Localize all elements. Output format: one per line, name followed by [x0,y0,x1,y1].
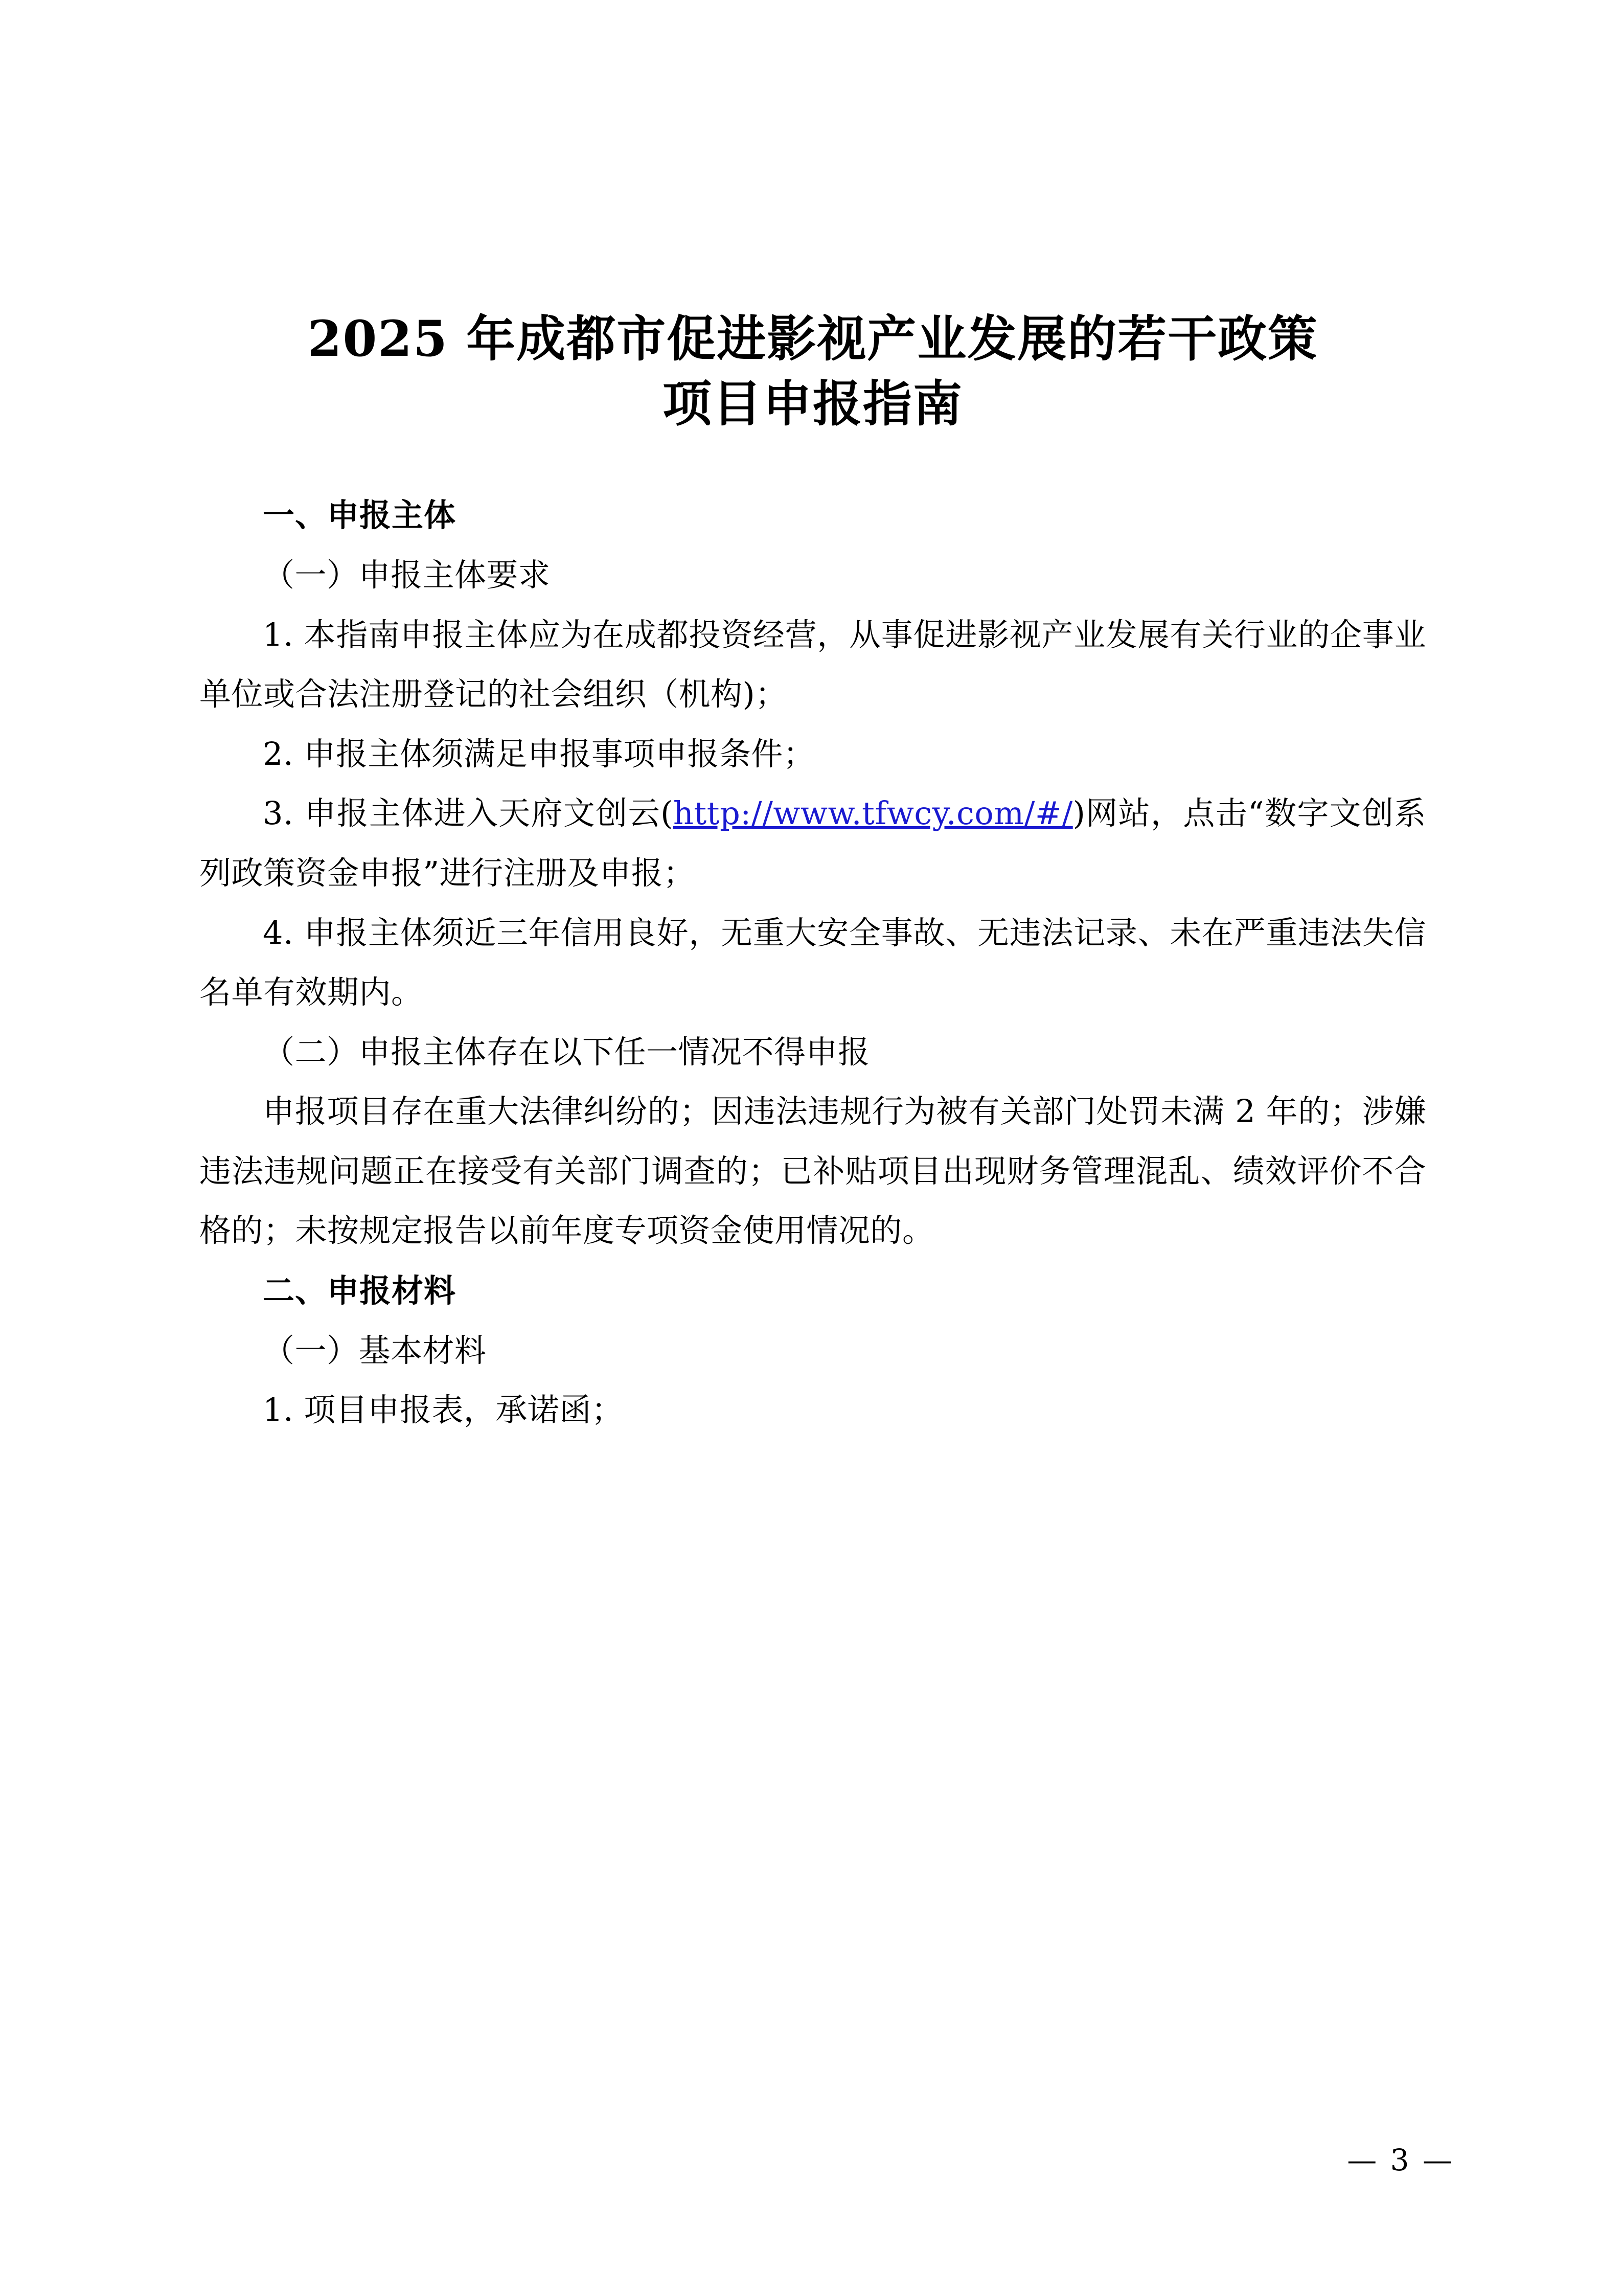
subsection-heading-2-1: （一）基本材料 [263,1331,487,1369]
paragraph-1-3-suffix: )网站，点击“数字文创系列政策资金申报”进行注册及申报； [199,794,1426,892]
subsection-heading-1-1: （一）申报主体要求 [263,556,551,594]
paragraph-1-3-prefix: 3. 申报主体进入天府文创云( [263,794,673,832]
paragraph-1-2: 2. 申报主体须满足申报事项申报条件； [263,735,815,772]
page-number: — 3 — [1347,2143,1454,2177]
section-heading-2: 二、申报材料 [263,1271,456,1309]
paragraph-1-5: 申报项目存在重大法律纠纷的；因违法违规行为被有关部门处罚未满 2 年的；涉嫌违法违规问题正在接受有关部门调查的；已补贴项目出现财务管理混乱、绩效评价不合格的；未按规定报告以前年度专项资金使用情况的。 [199,1093,1426,1249]
tfwcy-website-link[interactable]: http://www.tfwcy.com/#/ [673,794,1073,832]
paragraph-1-4: 4. 申报主体须近三年信用良好，无重大安全事故、无违法记录、未在严重违法失信名单有效期内。 [199,914,1426,1011]
page-title-line-1: 2025 年成都市促进影视产业发展的若干政策 [307,310,1318,368]
paragraph-1-3 [199,784,1426,903]
document-body [199,307,1426,1440]
page-title-line-2: 项目申报指南 [662,374,963,433]
section-heading-1: 一、申报主体 [263,496,456,534]
page-title [199,307,1426,436]
paragraph-2-1: 1. 项目申报表，承诺函； [263,1391,624,1429]
paragraph-1-1: 1. 本指南申报主体应为在成都投资经营，从事促进影视产业发展有关行业的企事业单位或合法注册登记的社会组织（机构)； [199,616,1426,713]
subsection-heading-1-2: （二）申报主体存在以下任一情况不得申报 [263,1033,870,1071]
